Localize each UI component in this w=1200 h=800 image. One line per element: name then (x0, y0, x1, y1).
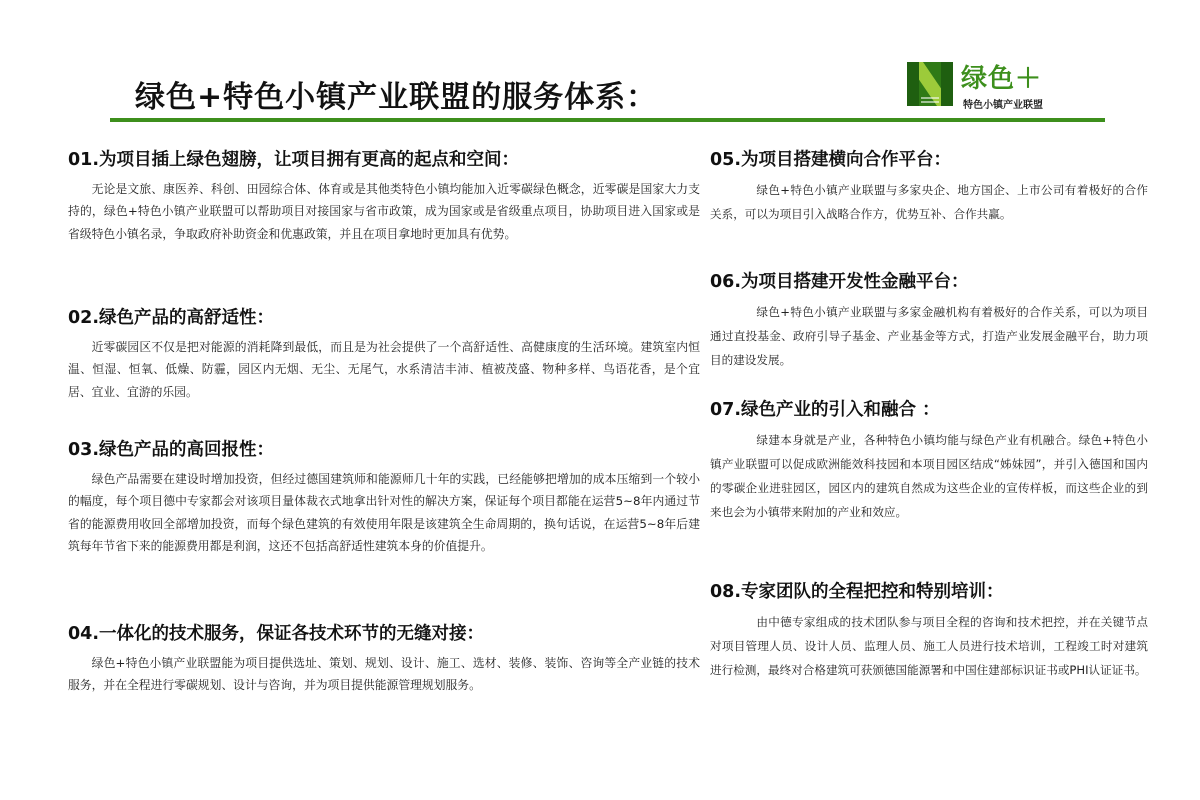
logo-name: 绿色＋ (961, 64, 1043, 94)
section-heading: 02.绿色产品的高舒适性： (68, 308, 275, 328)
section-heading: 07.绿色产业的引入和融合 ： (710, 400, 940, 420)
page-title: 绿色+特色小镇产业联盟的服务体系： (135, 80, 658, 115)
section-heading: 03.绿色产品的高回报性： (68, 440, 275, 460)
section-03 (68, 438, 700, 558)
section-body: 绿建本身就是产业，各种特色小镇均能与绿色产业有机融合。绿色+特色小镇产业联盟可以促成欧洲能效科技园和本项目园区结成“姊妹园”，并引入德国和国内的零碳企业进驻园区，园区内的建筑自然成为这些企业的宣传样板，而这些企业的到来也会为小镇带来附加的产业和效应。 (710, 433, 1148, 519)
logo (905, 58, 1080, 116)
section-body: 由中德专家组成的技术团队参与项目全程的咨询和技术把控，并在关键节点对项目管理人员、设计人员、监理人员、施工人员进行技术培训，工程竣工时对建筑进行检测，最终对合格建筑可获颁德国能源署和中国住建部标识证书或PHI认证证书。 (710, 615, 1148, 677)
section-body: 近零碳园区不仅是把对能源的消耗降到最低，而且是为社会提供了一个高舒适性、高健康度的生活环境。建筑室内恒温、恒湿、恒氧、低燥、防霾，园区内无烟、无尘、无尾气，水系清洁丰沛、植被茂盛、物种多样、鸟语花香，是个宜居、宜业、宜游的乐园。 (68, 340, 700, 399)
section-body: 绿色+特色小镇产业联盟与多家央企、地方国企、上市公司有着极好的合作关系，可以为项目引入战略合作方，优势互补、合作共赢。 (710, 183, 1148, 221)
section-08 (710, 580, 1148, 682)
header-rule (110, 118, 1105, 122)
section-heading: 06.为项目搭建开发性金融平台： (710, 272, 969, 292)
logo-subtitle: 特色小镇产业联盟 (963, 100, 1043, 111)
section-06 (710, 270, 1148, 372)
section-heading: 08.专家团队的全程把控和特别培训： (710, 582, 1004, 602)
section-05 (710, 148, 1148, 226)
section-heading: 01.为项目插上绿色翅膀，让项目拥有更高的起点和空间： (68, 150, 519, 170)
section-body: 无论是文旅、康医养、科创、田园综合体、体育或是其他类特色小镇均能加入近零碳绿色概念，近零碳是国家大力支持的，绿色+特色小镇产业联盟可以帮助项目对接国家与省市政策，成为国家或是省级重点项目，协助项目进入国家或是省级特色小镇名录，争取政府补助资金和优惠政策，并且在项目拿地时更加具有优势。 (68, 182, 700, 241)
section-04 (68, 622, 700, 697)
section-body: 绿色产品需要在建设时增加投资，但经过德国建筑师和能源师几十年的实践，已经能够把增加的成本压缩到一个较小的幅度，每个项目德中专家都会对该项目量体裁衣式地拿出针对性的解决方案，保证每个项目都能在运营5~8年内通过节省的能源费用收回全部增加投资，而每个绿色建筑的有效使用年限是该建筑全生命周期的，换句话说，在运营5~8年后建筑每年节省下来的能源费用都是利润，这还不包括高舒适性建筑本身的价值提升。 (68, 472, 700, 554)
section-02 (68, 306, 700, 403)
section-body: 绿色+特色小镇产业联盟与多家金融机构有着极好的合作关系，可以为项目通过直投基金、政府引导子基金、产业基金等方式，打造产业发展金融平台，助力项目的建设发展。 (710, 305, 1148, 367)
section-01 (68, 148, 700, 245)
section-07 (710, 398, 1148, 524)
section-body: 绿色+特色小镇产业联盟能为项目提供选址、策划、规划、设计、施工、选材、装修、装饰、咨询等全产业链的技术服务，并在全程进行零碳规划、设计与咨询，并为项目提供能源管理规划服务。 (68, 656, 700, 693)
section-heading: 05.为项目搭建横向合作平台： (710, 150, 952, 170)
logo-mark-icon (905, 58, 957, 110)
section-heading: 04.一体化的技术服务，保证各技术环节的无缝对接： (68, 624, 484, 644)
